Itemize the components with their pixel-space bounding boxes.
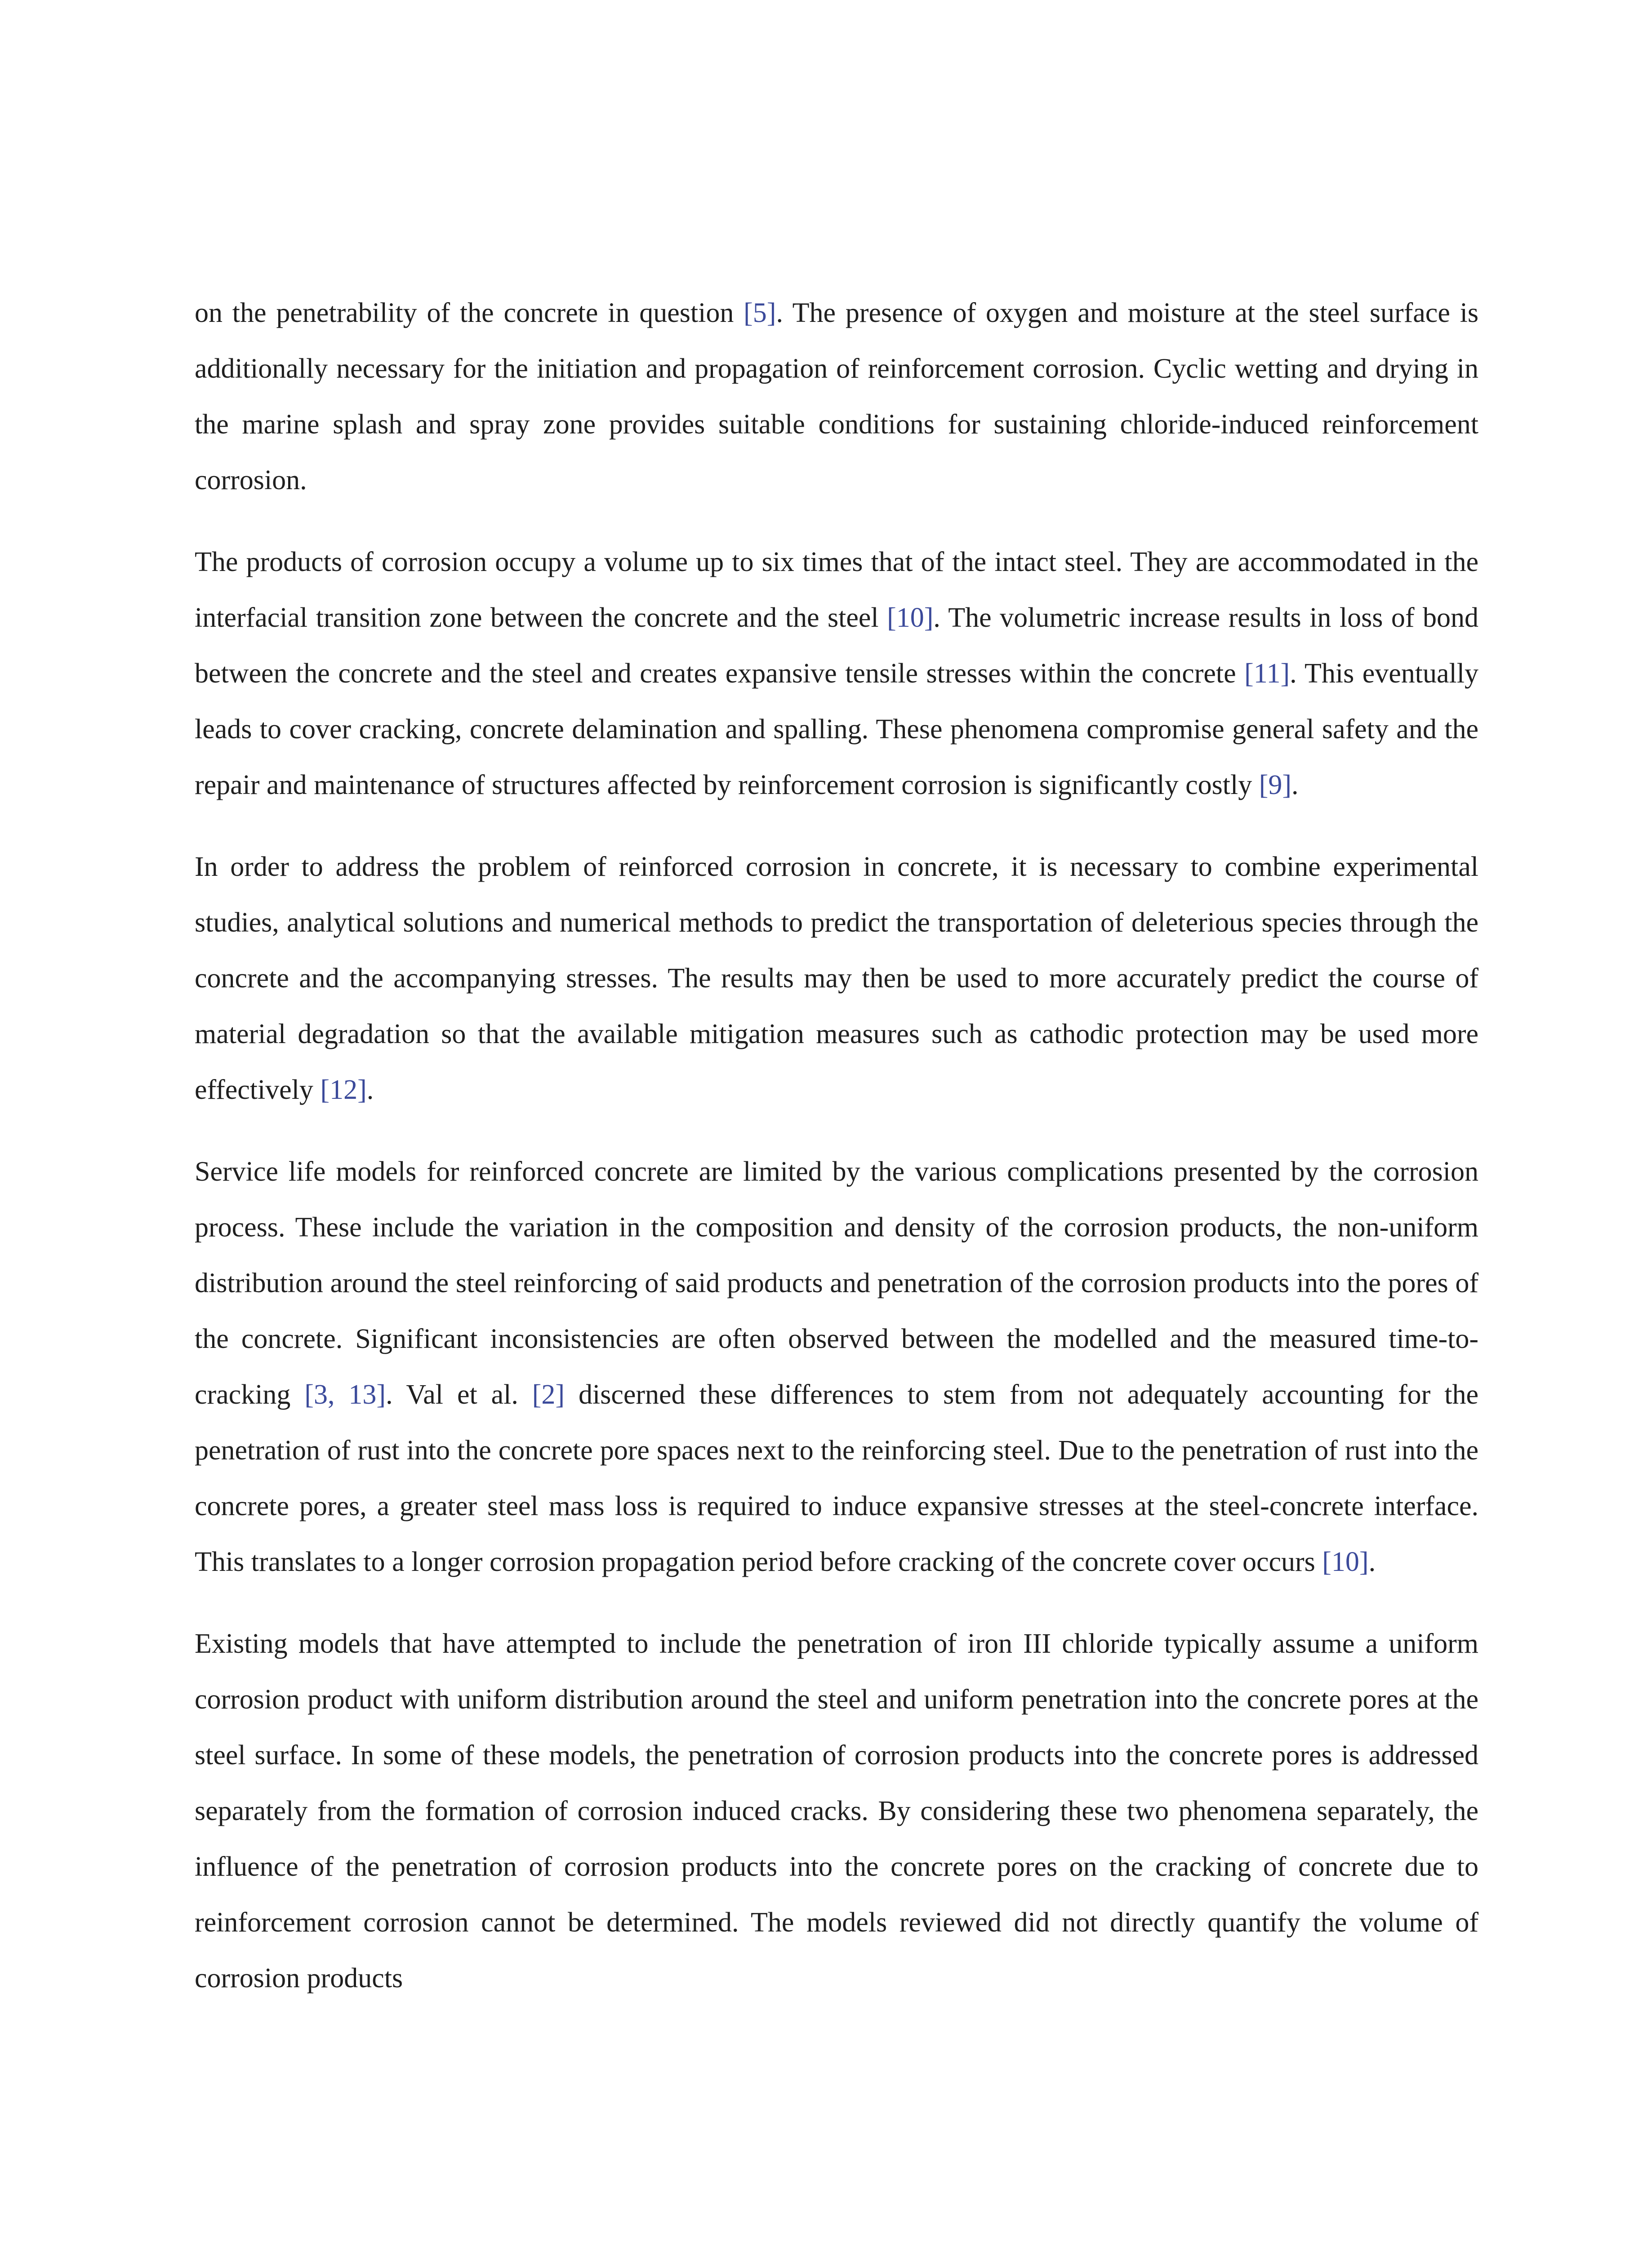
paragraph-5: Existing models that have attempted to include the penetration of iron III chloride typically assume a uniform corrosion product with uniform distribution around the steel and uniform penetration into the concrete pores at the steel surface. In some of these models, the penetration of corrosion products into the concrete pores is addressed separately from the formation of corrosion induced cracks. By considering these two phenomena separately, the influence of the penetration of corrosion products into the concrete pores on the cracking of concrete due to reinforcement corrosion cannot be determined. The models reviewed did not directly quantify the volume of corrosion products <box>195 1628 1478 1994</box>
paragraph-2: The products of corrosion occupy a volume up to six times that of the intact steel. They are accommodated in the interfacial transition zone between the concrete and the steel [10]. The volumetric increase results in loss of bond between the concrete and the steel and creates expansive tensile stresses within the concrete [11]. This eventually leads to cover cracking, concrete delamination and spalling. These phenomena compromise general safety and the repair and maintenance of structures affected by reinforcement corrosion is significantly costly [9]. <box>195 547 1478 800</box>
citation-link[interactable]: [11] <box>1244 658 1290 689</box>
citation-link[interactable]: [2] <box>532 1379 565 1410</box>
paragraph-3: In order to address the problem of reinforced corrosion in concrete, it is necessary to combine experimental studies, analytical solutions and numerical methods to predict the transportation of deleterious species through the concrete and the accompanying stresses. The results may then be used to more accurately predict the course of material degradation so that the available mitigation measures such as cathodic protection may be used more effectively [12]. <box>195 852 1478 1105</box>
citation-link[interactable]: [10] <box>1322 1547 1369 1577</box>
paragraph-1: on the penetrability of the concrete in question [5]. The presence of oxygen and moisture at the steel surface is additionally necessary for the initiation and propagation of reinforcement corrosion. Cyclic wetting and drying in the marine splash and spray zone provides suitable conditions for sustaining chloride-induced reinforcement corrosion. <box>195 298 1478 495</box>
body-text <box>195 285 1478 2032</box>
paragraph-4: Service life models for reinforced concrete are limited by the various complications presented by the corrosion process. These include the variation in the composition and density of the corrosion products, the non-uniform distribution around the steel reinforcing of said products and penetration of the corrosion products into the pores of the concrete. Significant inconsistencies are often observed between the modelled and the measured time-to-cracking [3, 13]. Val et al. [2] discerned these differences to stem from not adequately accounting for the penetration of rust into the concrete pore spaces next to the reinforcing steel. Due to the penetration of rust into the concrete pores, a greater steel mass loss is required to induce expansive stresses at the steel-concrete interface. This translates to a longer corrosion propagation period before cracking of the concrete cover occurs [10]. <box>195 1156 1478 1577</box>
citation-link[interactable]: [3, 13] <box>304 1379 386 1410</box>
citation-link[interactable]: [10] <box>887 602 934 633</box>
citation-link[interactable]: [12] <box>320 1075 367 1105</box>
citation-link[interactable]: [9] <box>1259 770 1292 800</box>
citation-link[interactable]: [5] <box>744 298 776 328</box>
